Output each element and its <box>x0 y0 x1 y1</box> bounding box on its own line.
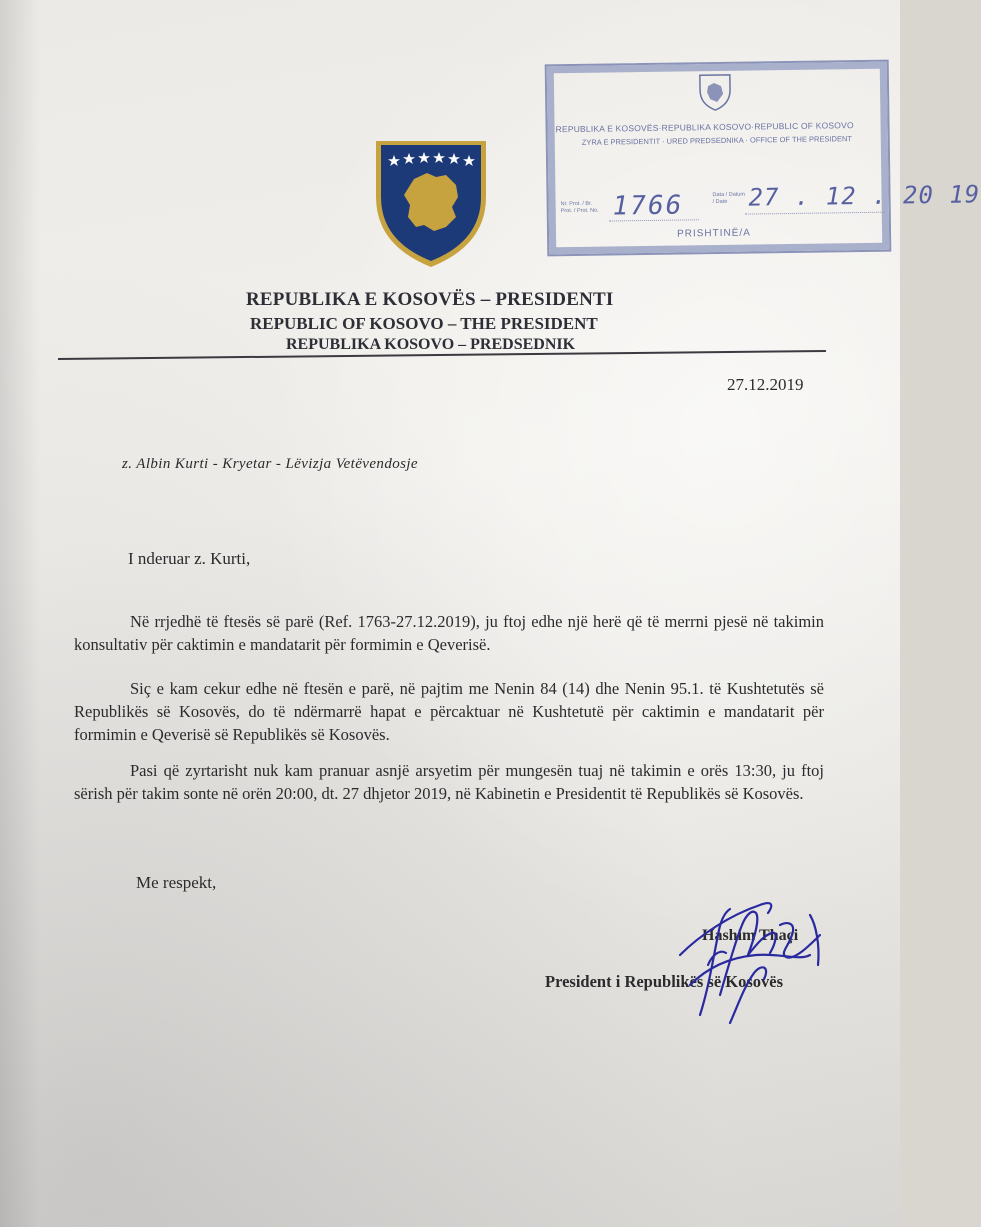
letterhead-english: REPUBLIC OF KOSOVO – THE PRESIDENT <box>250 314 598 333</box>
stamp-protocol-number: 1766 <box>612 190 684 222</box>
stamp-date-value: 27 . 12 . 20 19 <box>748 180 981 212</box>
kosovo-coat-of-arms-icon <box>372 135 490 270</box>
stamp-protocol-label: Nr. Prot. / Br. Prot. / Prot. No. <box>560 200 599 215</box>
letter-paragraph: Në rrjedhë të ftesës së parë (Ref. 1763-27.12.2019), ju ftoj edhe një herë që të merrni pjesë në takimin konsultativ për caktimin e mandatarit për formimin e Qeverisë. <box>74 612 824 654</box>
signer-name: Hashim Thaçi <box>702 927 799 944</box>
signer-title: President i Republikës së Kosovës <box>545 972 784 991</box>
handwritten-signature <box>660 895 850 1025</box>
stamp-emblem-icon <box>697 72 734 112</box>
letter-paragraph: Pasi që zyrtarisht nuk kam pranuar asnjë arsyetim për mungesën tuaj në takimin e orës 13:30, ju ftoj sërish për takim sonte në orën 20:00, dt. 27 dhjetor 2019, në Kabinetin e Presidentit të Republikës së Kosovës. <box>74 761 824 803</box>
registration-stamp <box>545 60 981 257</box>
letter-date: 27.12.2019 <box>727 375 804 394</box>
letterhead-serbian: REPUBLIKA KOSOVO – PREDSEDNIK <box>286 336 576 353</box>
stamp-subtitle: ZYRA E PRESIDENTIT · URED PREDSEDNIKA · OFFICE OF THE PRESIDENT <box>581 134 852 147</box>
letter-paragraph: Siç e kam cekur edhe në ftesën e parë, në pajtim me Nenin 84 (14) dhe Nenin 95.1. të Kushtetutës së Republikës së Kosovës, do të ndërmarrë hapat e përcaktuar në Kushtetutë për caktimin e mandatarit për formimin e Qeverisë së Republikës së Kosovës. <box>74 679 824 744</box>
letter-closing: Me respekt, <box>136 873 217 892</box>
letter-recipient: z. Albin Kurti - Kryetar - Lëvizja Vetëvendosje <box>122 456 418 472</box>
stamp-divider <box>609 219 699 221</box>
stamp-date-label: Data / Datum / Date <box>712 191 745 206</box>
letterhead-albanian: REPUBLIKA E KOSOVËS – PRESIDENTI <box>246 289 614 310</box>
stamp-title: REPUBLIKA E KOSOVËS·REPUBLIKA KOSOVO·REPUBLIC OF KOSOVO <box>555 120 854 135</box>
stamp-divider <box>745 212 885 215</box>
letter-greeting: I nderuar z. Kurti, <box>128 549 251 568</box>
page-shadow <box>0 0 40 1227</box>
stamp-city: PRISHTINË/A <box>676 227 751 240</box>
